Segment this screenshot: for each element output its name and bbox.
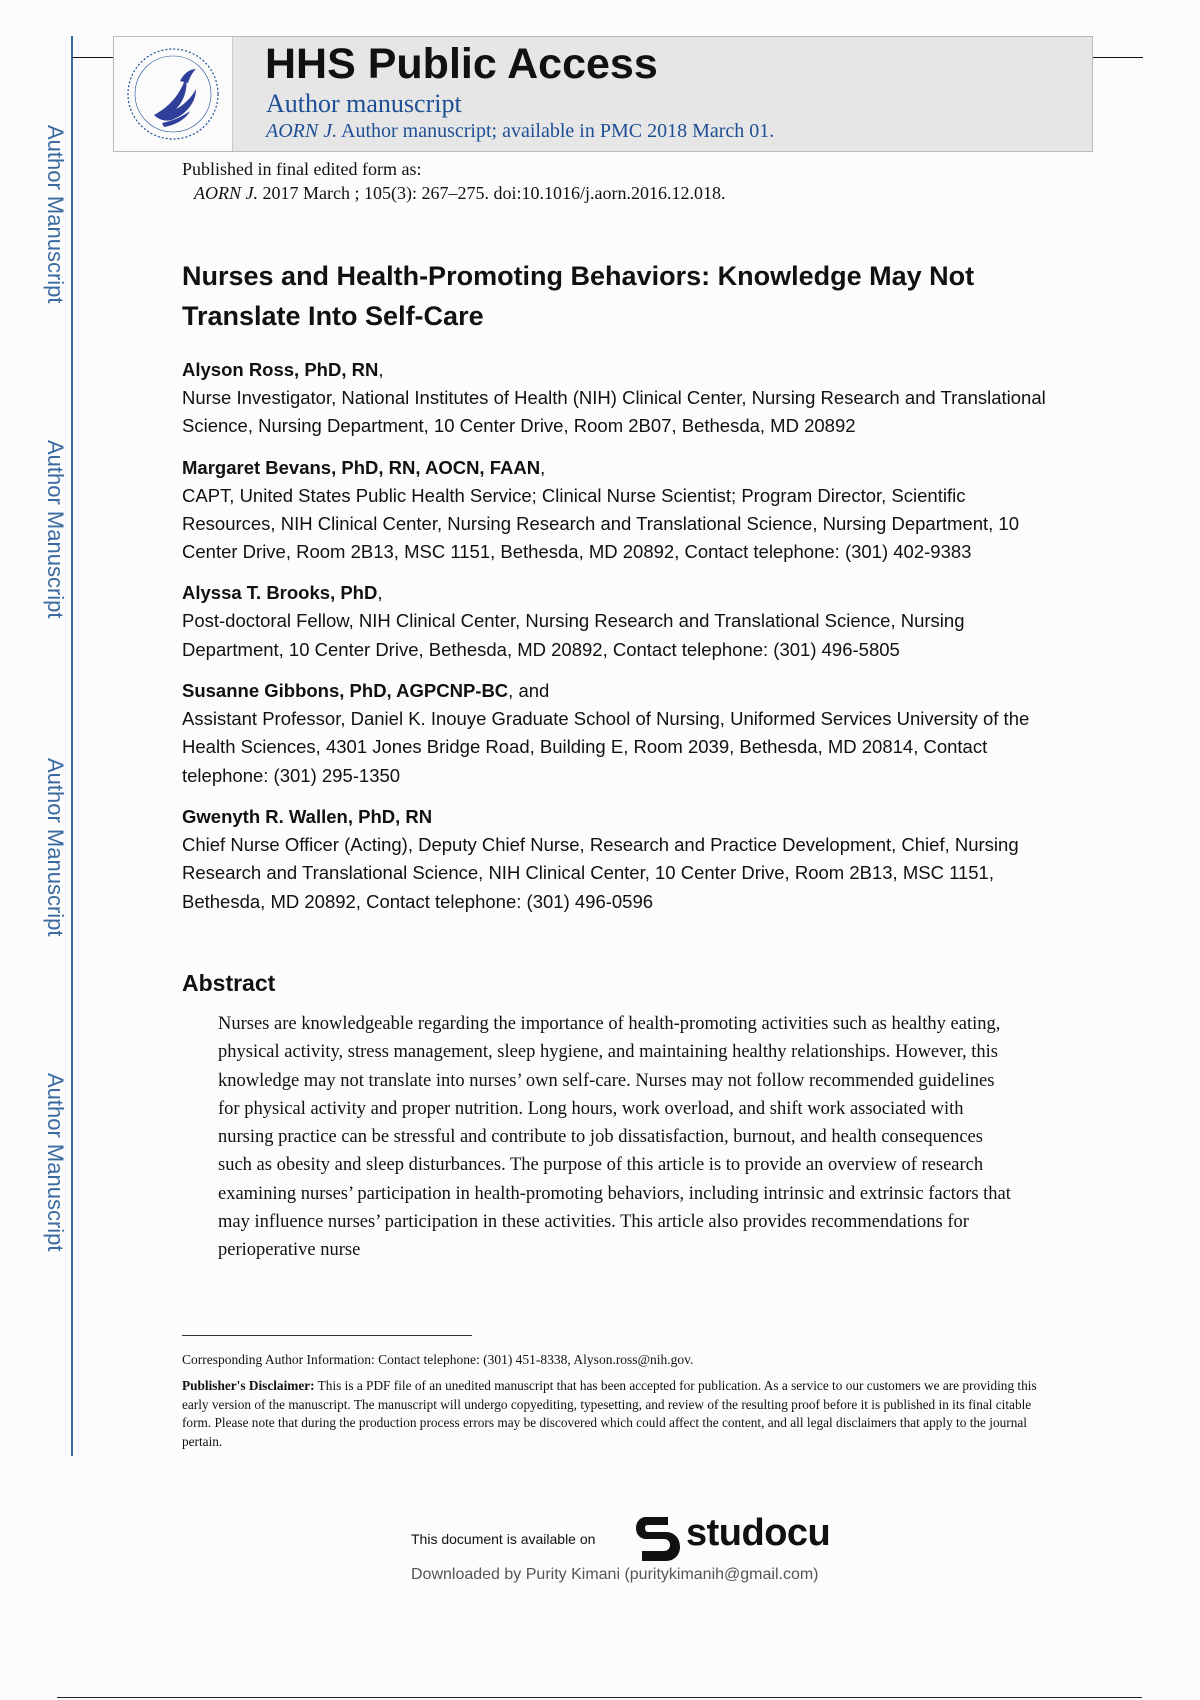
publisher-disclaimer [182,1377,1052,1451]
author-name-line [182,677,1062,705]
published-intro: Published in final edited form as: [182,159,422,179]
footnote-divider [182,1335,472,1336]
author-entry [182,803,1062,916]
author-list [182,356,1062,929]
downloaded-by-line: Downloaded by Purity Kimani (puritykimanih@gmail.com) [411,1566,819,1583]
author-entry [182,454,1062,567]
author-name: Susanne Gibbons, PhD, AGPCNP-BC [182,680,509,702]
author-affiliation: CAPT, United States Public Health Service; Clinical Nurse Scientist; Program Director, Scientific Resources, NIH Clinical Center, Nursing Research and Translational Science, Nursing Department, 10 Center Drive, Room 2B13, MSC 1151, Bethesda, MD 20892, Contact telephone: (301) 402-9383 [182,484,1019,563]
page-bottom-rule [57,1697,1142,1698]
citation-text: 2017 March ; 105(3): 267–275. doi:10.1016/j.aorn.2016.12.018. [262,183,726,203]
author-suffix: , and [508,680,550,702]
author-suffix: , [377,582,383,604]
studocu-brand[interactable]: studocu [686,1512,831,1554]
author-name-line [182,454,1062,482]
header-rule-right [1093,57,1143,58]
abstract-heading: Abstract [182,970,276,996]
disclaimer-text: This is a PDF file of an unedited manuscript that has been accepted for publication. As a service to our customers we are providing this early version of the manuscript. The manuscript will undergo copyediting, typesetting, and review of the resulting proof before it is published in its final citable form. Please note that during the production process errors may be discovered which could affect the content, and all legal disclaimers that apply to the journal pertain. [182,1378,1037,1449]
author-suffix: , [378,359,384,380]
abstract-text: Nurses are knowledgeable regarding the importance of health-promoting activities such as healthy eating, physical activity, stress management, sleep hygiene, and maintaining healthy relationships. However, this knowledge may not translate into nurses’ own self-care. Nurses may not follow recommended guidelines for physical activity and proper nutrition. Long hours, work overload, and shift work associated with nursing practice can be stressful and contribute to job dissatisfaction, burnout, and health consequences such as obesity and sleep disturbances. The purpose of this article is to provide an overview of research examining nurses’ participation in health-promoting behaviors, including intrinsic and extrinsic factors that may influence nurses’ participation in these activities. This article also provides recommendations for perioperative nurse [218,1014,1011,1261]
article-title: Nurses and Health-Promoting Behaviors: Knowledge May Not Translate Into Self-Care [182,261,975,331]
journal-abbrev: AORN J. [266,120,338,142]
availability-line [266,120,774,143]
author-name: Margaret Bevans, PhD, RN, AOCN, FAAN [182,456,541,478]
disclaimer-label: Publisher's Disclaimer: [182,1378,315,1393]
author-name: Gwenyth R. Wallen, PhD, RN [182,805,433,827]
author-entry [182,579,1062,664]
hhs-header [113,36,1093,152]
author-name-line [182,579,1062,607]
author-manuscript-label: Author manuscript [266,89,462,118]
hhs-public-access-title: HHS Public Access [265,40,658,88]
author-name: Alyssa T. Brooks, PhD [182,582,378,604]
availability-text: Author manuscript; available in PMC 2018 March 01. [341,120,775,142]
sidebar-label: Author Manuscript [43,758,68,937]
author-name: Alyson Ross, PhD, RN [182,359,379,380]
journal-abbrev: AORN J. [194,183,258,203]
author-affiliation: Nurse Investigator, National Institutes of Health (NIH) Clinical Center, Nursing Research and Translational Science, Nursing Department, 10 Center Drive, Room 2B07, Bethesda, MD 20892 [182,387,1046,437]
author-affiliation: Chief Nurse Officer (Acting), Deputy Chief Nurse, Research and Practice Development, Chief, Nursing Research and Translational Science, NIH Clinical Center, 10 Center Drive, Room 2B13, MSC 1151, Bethesda, MD 20892, Contact telephone: (301) 496-0596 [182,833,1019,912]
author-affiliation: Assistant Professor, Daniel K. Inouye Graduate School of Nursing, Uniformed Services University of the Health Sciences, 4301 Jones Bridge Road, Building E, Room 2039, Bethesda, MD 20814, Contact telephone: (301) 295-1350 [182,708,1030,786]
author-name-line [182,356,1062,384]
header-rule-left [72,57,114,58]
hhs-eagle-seal-icon [114,37,232,151]
author-entry [182,677,1062,790]
author-entry [182,356,1062,441]
citation-line [194,183,725,204]
studocu-available-text: This document is available on [411,1531,596,1547]
hhs-logo [114,37,233,151]
corresponding-author-note: Corresponding Author Information: Contact telephone: (301) 451-8338, Alyson.ross@nih.gov. [182,1352,694,1367]
author-name-line [182,803,1062,831]
sidebar-rule [71,36,73,1456]
sidebar-label: Author Manuscript [43,1073,68,1252]
sidebar-label: Author Manuscript [43,440,68,619]
author-suffix: , [540,456,546,478]
studocu-s-icon[interactable] [632,1513,684,1565]
author-affiliation: Post-doctoral Fellow, NIH Clinical Center, Nursing Research and Translational Science, Nursing Department, 10 Center Drive, Bethesda, MD 20892, Contact telephone: (301) 496-5805 [182,610,965,660]
sidebar-label: Author Manuscript [43,125,68,304]
